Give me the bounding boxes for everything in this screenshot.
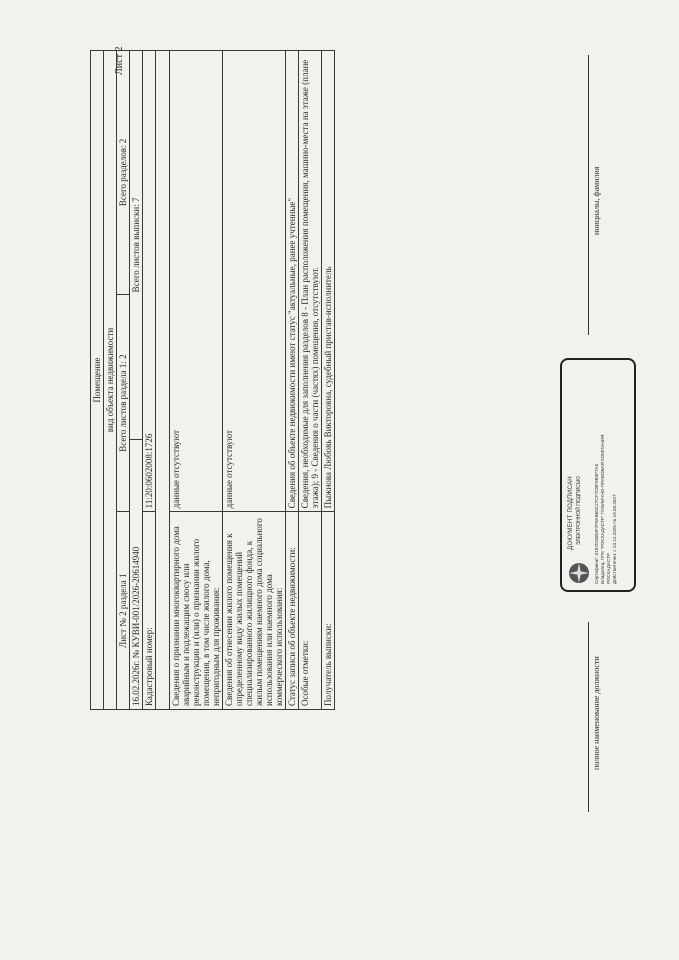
row-label: Особые отметки: [299,512,322,710]
stamp-owner: Владелец: ППК "РОСКАДАСТР" ПУБЛИЧНО-ПРАВОВАЯ КОМПАНИЯ [600,434,605,584]
table-row [322,51,335,710]
sheets-in-section: Всего листов раздела 1: 2 [117,294,130,511]
sheet-number: Лист 2 [114,46,125,75]
stamp-valid: Действителен: с 24.12.2025 по 19.03.2027 [612,494,617,584]
row-value: Сведения, необходимые для заполнения разделов 8 - План расположения помещения, машино-места на этаже (плане этажа); 9 - Сведения о части (частях) помещения, отсутствуют. [299,51,322,512]
row-label: Сведения о признании многоквартирного дома аварийным и подлежащим сносу или реконструкции и (или) о признании жилого помещения, в том числе жилого дома, непригодным для проживания: [170,512,223,710]
sections-total: Всего разделов: 2 [117,51,130,295]
row-value: данные отсутствуют [170,51,223,512]
stamp-cert: Сертификат: 0197D35B3F7F9AB65C27CF7CBF9B3F7A0 [594,463,599,584]
table-row [170,51,223,710]
position-caption: полное наименование должности [592,656,601,770]
rosreestr-logo-icon [568,562,590,584]
electronic-signature-stamp [560,358,636,592]
sheets-total: Всего листов выписки: 7 [130,51,143,440]
table-row [223,51,286,710]
position-signature-line [588,622,589,812]
name-caption: инициалы, фамилия [592,166,601,235]
table-row [299,51,322,710]
blank-row [156,51,170,710]
extract-table [90,50,335,710]
stamp-subtitle: ЭЛЕКТРОННОЙ ПОДПИСЬЮ [576,475,582,545]
row-value: данные отсутствуют [223,51,286,512]
row-value: Пыжнова Любовь Викторовна, судебный пристав-исполнитель [322,51,335,512]
object-kind: Помещение [91,51,104,710]
row-value: Сведения об объекте недвижимости имеют статус "актуальные, ранее учтенные" [286,51,299,512]
name-signature-line [588,55,589,335]
cadastral-label: Кадастровый номер: [143,512,156,710]
date-number: 16.02.2026г. № КУВИ-001/2026-20614940 [130,439,143,709]
cadastral-value: 11:20:0602008:1726 [143,51,156,512]
row-label: Статус записи об объекте недвижимости: [286,512,299,710]
stamp-org: РОСКАДАСТР [606,553,611,584]
sheet-no: Лист № 2 раздела 1 [117,512,130,710]
stamp-title: ДОКУМЕНТ ПОДПИСАН [568,476,574,550]
table-row [286,51,299,710]
row-label: Сведения об отнесении жилого помещения к определенному виду жилых помещений специализированного жилищного фонда, к жилым помещениям наемного дома социального использования или наемного дома коммерческого использования: [223,512,286,710]
row-label: Получатель выписки: [322,512,335,710]
object-kind-caption: вид объекта недвижимости [104,51,117,710]
